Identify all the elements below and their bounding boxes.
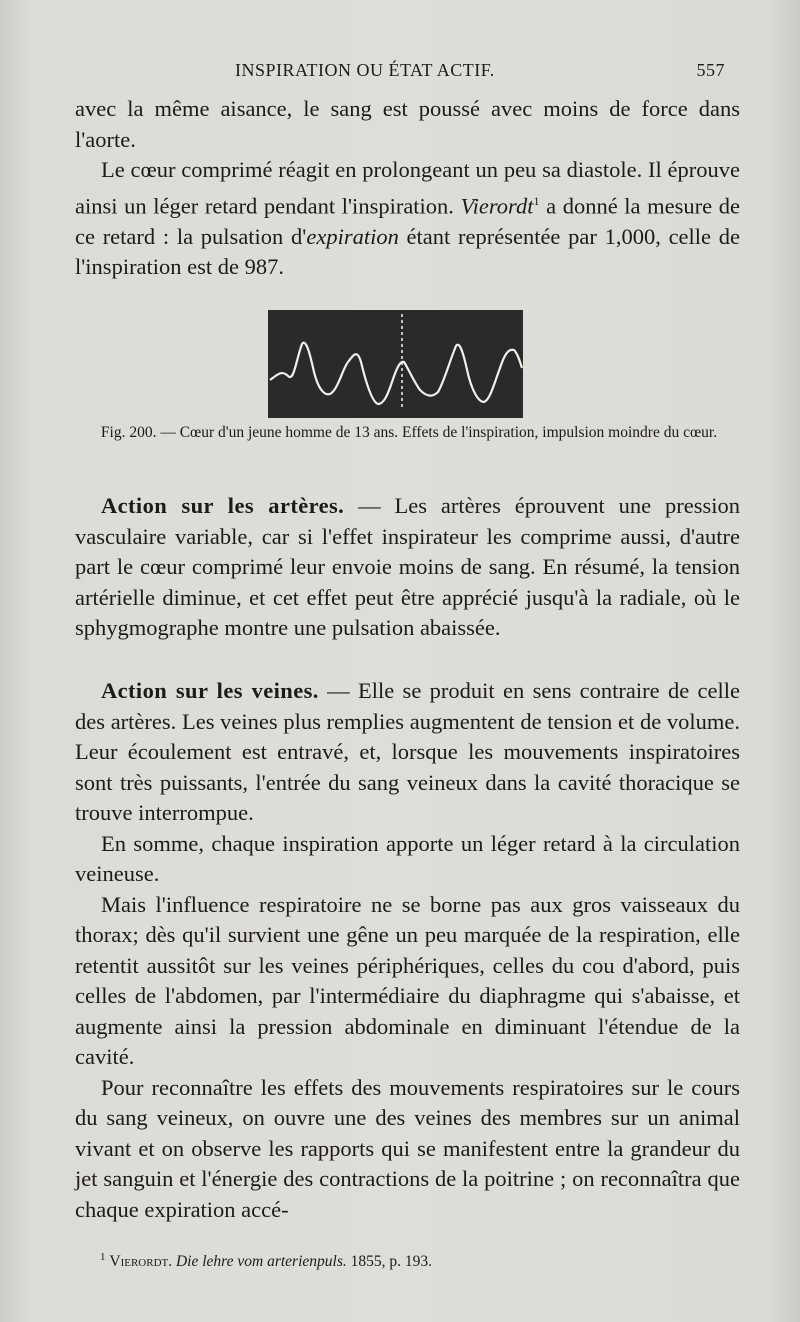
section-veines <box>75 676 740 1225</box>
caption-text: — Cœur d'un jeune homme de 13 ans. Effets de l'inspiration, impulsion moindre du cœur. <box>156 424 718 441</box>
text-block-top <box>75 94 740 283</box>
paragraph-continuation: avec la même aisance, le sang est poussé avec moins de force dans l'aorte. <box>75 96 740 152</box>
footnote-title: Die lehre vom arterienpuls. <box>175 1253 347 1271</box>
section-arteres <box>75 491 740 644</box>
footnote-reference: 1 <box>533 193 540 208</box>
paragraph-coeur-comprime <box>75 155 740 283</box>
running-head <box>75 60 725 86</box>
footnote-rest: 1855, p. 193. <box>346 1253 432 1271</box>
para2-text-b: a donné la mesure de ce retard : la pulsation d' <box>75 193 741 249</box>
term-expiration: expiration <box>306 223 399 249</box>
paragraph-reconnaitre: Pour reconnaître les effets des mouvements respiratoires sur le cours du sang veineux, on ouvre une des veines des membres sur un animal vivant et on observe les rapports qui se manifestent entre la grandeur du jet sanguin et l'énergie des contractions de la poitrine ; on reconnaîtra que chaque expiration accé- <box>75 1074 740 1222</box>
veines-text: — Elle se produit en sens contraire de celle des artères. Les veines plus remplies augmentent de tension et de volume. Leur écoulement est entravé, et, lorsque les mouvements inspiratoires sont très puissants, l'entrée du sang veineux dans la cavité thoracique se trouve interrompue. <box>75 678 740 825</box>
footnote-author: Vierordt. <box>109 1253 173 1271</box>
footnote <box>100 1247 740 1272</box>
paragraph-veines <box>75 676 740 829</box>
arteres-text: — Les artères éprouvent une pression vasculaire variable, car si l'effet inspirateur les comprime aussi, d'autre part le cœur comprimé leur envoie moins de sang. En résumé, la tension artérielle diminue, et cet effet peut être apprécié jusqu'à la radiale, où le sphygmographe montre une pulsation abaissée. <box>75 493 740 640</box>
figure-caption <box>78 423 740 443</box>
pulse-tracing-image <box>268 310 523 418</box>
footnote-marker: 1 <box>100 1251 106 1263</box>
paragraph-influence: Mais l'influence respiratoire ne se borne pas aux gros vaisseaux du thorax; dès qu'il survient une gêne un peu marquée de la respiration, elle retentit aussitôt sur les veines périphériques, celles du cou d'abord, puis celles de l'abdomen, par l'intermédiaire du diaphragme qui s'abaisse, et augmente ainsi la pression abdominale en diminuant l'étendue de la cavité. <box>75 891 740 1069</box>
para2-text-a: Le cœur comprimé réagit en prolongeant un peu sa diastole. Il éprouve ainsi un léger retard pendant l'inspiration. <box>75 157 740 218</box>
running-head-title: INSPIRATION OU ÉTAT ACTIF. <box>235 60 495 80</box>
para2-text-c: étant représentée par 1,000, celle de l'inspiration est de 987. <box>75 223 740 279</box>
caption-label: Fig. 200. <box>100 424 157 441</box>
paragraph-arteres <box>75 491 740 644</box>
page-number: 557 <box>696 60 725 80</box>
heading-action-arteres: Action sur les artères. <box>101 493 345 518</box>
heading-action-veines: Action sur les veines. <box>101 678 319 703</box>
author-vierordt: Vierordt <box>460 193 534 218</box>
paragraph-en-somme: En somme, chaque inspiration apporte un léger retard à la circulation veineuse. <box>75 830 740 886</box>
figure-pulse-tracing <box>268 310 523 418</box>
